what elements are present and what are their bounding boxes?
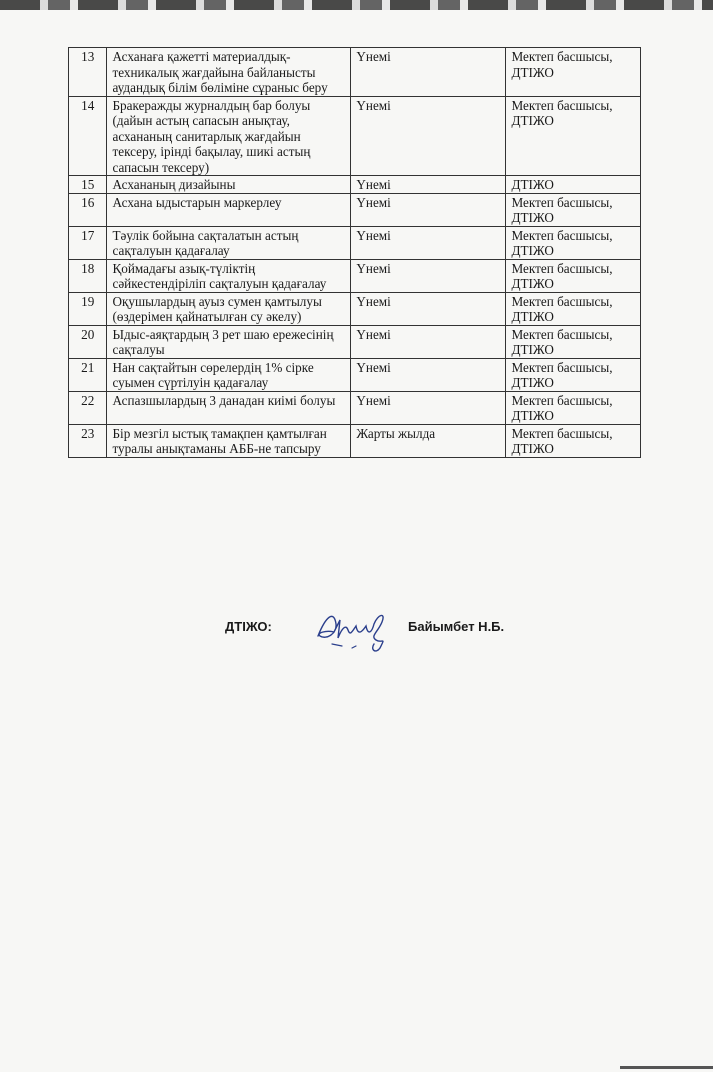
row-responsible: Мектеп басшысы, ДТІЖО — [506, 193, 641, 226]
row-responsible: Мектеп басшысы, ДТІЖО — [506, 48, 641, 97]
plan-table — [68, 47, 641, 458]
row-task: Аспазшылардың 3 данадан киімі болуы — [107, 391, 351, 424]
row-period: Үнемі — [351, 226, 506, 259]
row-responsible: Мектеп басшысы, ДТІЖО — [506, 96, 641, 176]
row-responsible: Мектеп басшысы, ДТІЖО — [506, 325, 641, 358]
row-task: Асхана ыдыстарын маркерлеу — [107, 193, 351, 226]
row-period: Үнемі — [351, 325, 506, 358]
table-row — [69, 259, 641, 292]
row-number: 18 — [69, 259, 107, 292]
scan-top-edge — [0, 0, 713, 10]
row-period: Үнемі — [351, 358, 506, 391]
row-task: Асханаға қажетті материалдық-техникалық жағдайына байланысты аудандық білім бөліміне сұраныс беру — [107, 48, 351, 97]
row-period: Үнемі — [351, 48, 506, 97]
row-number: 20 — [69, 325, 107, 358]
row-responsible: Мектеп басшысы, ДТІЖО — [506, 226, 641, 259]
handwritten-signature — [312, 606, 394, 654]
row-number: 16 — [69, 193, 107, 226]
row-period: Үнемі — [351, 96, 506, 176]
row-responsible: Мектеп басшысы, ДТІЖО — [506, 391, 641, 424]
row-task: Бір мезгіл ыстық тамақпен қамтылған туралы анықтаманы АББ-не тапсыру — [107, 424, 351, 457]
row-responsible: Мектеп басшысы, ДТІЖО — [506, 358, 641, 391]
row-number: 23 — [69, 424, 107, 457]
row-task: Нан сақтайтын сөрелердің 1% сірке суымен сүртілуін қадағалау — [107, 358, 351, 391]
row-period: Үнемі — [351, 292, 506, 325]
row-number: 19 — [69, 292, 107, 325]
row-task: Асхананың дизайыны — [107, 176, 351, 194]
table-row — [69, 391, 641, 424]
table-row — [69, 193, 641, 226]
signatory-role: ДТІЖО: — [225, 619, 272, 634]
row-number: 13 — [69, 48, 107, 97]
row-period: Үнемі — [351, 193, 506, 226]
row-task: Оқушылардың ауыз сумен қамтылуы (өздерімен қайнатылған су әкелу) — [107, 292, 351, 325]
scan-bottom-edge — [620, 1066, 713, 1069]
row-task: Қоймадағы азық-түліктің сәйкестендіріліп сақталуын қадағалау — [107, 259, 351, 292]
row-number: 22 — [69, 391, 107, 424]
row-task: Бракеражды журналдың бар болуы (дайын астың сапасын анықтау, асхананың санитарлық жағдайын тексеру, ірінді бақылау, шикі астың сапасын тексеру) — [107, 96, 351, 176]
table-row — [69, 325, 641, 358]
row-period: Үнемі — [351, 176, 506, 194]
table-row — [69, 96, 641, 176]
table-row — [69, 176, 641, 194]
row-period: Үнемі — [351, 259, 506, 292]
table-row — [69, 226, 641, 259]
table-row — [69, 292, 641, 325]
row-responsible: Мектеп басшысы, ДТІЖО — [506, 424, 641, 457]
row-number: 17 — [69, 226, 107, 259]
signature-block — [0, 606, 713, 666]
row-responsible: Мектеп басшысы, ДТІЖО — [506, 259, 641, 292]
plan-table-body — [69, 48, 641, 458]
row-number: 14 — [69, 96, 107, 176]
signatory-name: Байымбет Н.Б. — [408, 619, 505, 634]
row-period: Үнемі — [351, 391, 506, 424]
table-row — [69, 48, 641, 97]
row-task: Ыдыс-аяқтардың 3 рет шаю ережесінің сақталуы — [107, 325, 351, 358]
row-responsible: Мектеп басшысы, ДТІЖО — [506, 292, 641, 325]
table-row — [69, 358, 641, 391]
row-number: 21 — [69, 358, 107, 391]
row-responsible: ДТІЖО — [506, 176, 641, 194]
row-number: 15 — [69, 176, 107, 194]
table-row — [69, 424, 641, 457]
row-task: Тәулік бойына сақталатын астың сақталуын қадағалау — [107, 226, 351, 259]
row-period: Жарты жылда — [351, 424, 506, 457]
